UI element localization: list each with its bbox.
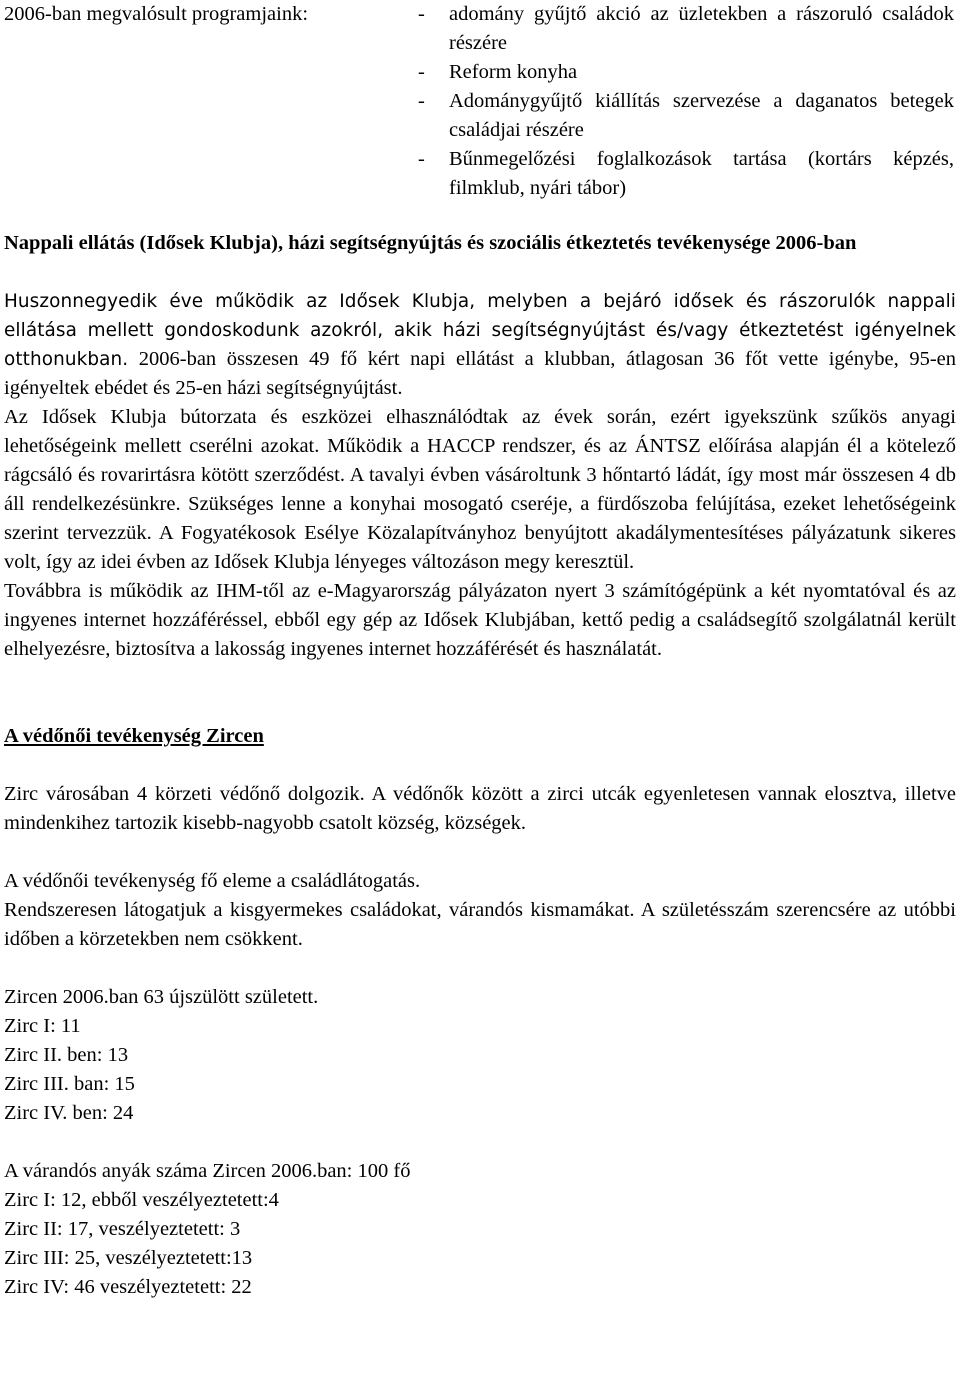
paragraph-day-care-intro — [4, 287, 956, 403]
paragraph-health-visitors: Zirc városában 4 körzeti védőnő dolgozik. A védőnők között a zirci utcák egyenletesen vannak elosztva, illetve mindenkihez tartozik kisebb-nagyobb csatolt község, községek. — [4, 783, 956, 834]
list-item-text: Reform konyha — [449, 61, 578, 83]
programs-label: 2006-ban megvalósult programjaink: — [4, 3, 309, 25]
list-item: Zirc I: 12, ebből veszélyeztetett:4 — [4, 1189, 279, 1211]
list-item: A várandós anyák száma Zircen 2006.ban: 100 fő — [4, 1160, 411, 1182]
list-item: - Adománygyűjtő kiállítás szervezése a daganatos betegek családjai részére — [418, 90, 954, 141]
list-item: - Bűnmegelőzési foglalkozások tartása (kortárs képzés, filmklub, nyári tábor) — [418, 148, 954, 199]
list-item: Zirc I: 11 — [4, 1015, 81, 1037]
list-item: - Reform konyha — [418, 61, 578, 83]
paragraph-visits: Rendszeresen látogatjuk a kisgyermekes családokat, várandós kismamákat. A születésszám szerencsére az utóbbi időben a körzetekben nem csökkent. — [4, 899, 956, 950]
list-item: Zirc IV: 46 veszélyeztetett: 22 — [4, 1276, 252, 1298]
births-list — [4, 983, 956, 1128]
paragraph-serif-text: 2006-ban összesen 49 fő kért napi ellátást a klubban, átlagosan 36 főt vette igénybe, 95-en igényeltek ebédet és 25-en házi segítségnyújtást. — [4, 348, 956, 399]
list-item: Zirc II. ben: 13 — [4, 1044, 129, 1066]
paragraph-club-equipment: Az Idősek Klubja bútorzata és eszközei elhasználódtak az évek során, ezért igyekszünk szűkös anyagi lehetőségeink mellett cserélni azokat. Működik a HACCP rendszer, és az ÁNTSZ előírása alapján él a kötelező rágcsáló és rovarirtásra kötött szerződést. A tavalyi évben vásároltunk 3 hőntartó ládát, így most már összesen 4 db áll rendelkezésünkre. Szükséges lenne a konyhai mosogató cseréje, a fürdőszoba felújítása, ezeket lehetőségeink szerint tervezzük. A Fogyatékosok Esélye Közalapítványhoz benyújtott akadálymentesítéses pályázatunk sikeres volt, így az idei évben az Idősek Klubja lényeges változáson megy keresztül. — [4, 406, 956, 573]
section-heading-day-care: Nappali ellátás (Idősek Klubja), házi segítségnyújtás és szociális étkeztetés tevékenysége 2006-ban — [4, 232, 857, 254]
list-item-text: adomány gyűjtő akció az üzletekben a rászoruló családok részére — [449, 3, 954, 54]
pregnant-list — [4, 1157, 956, 1302]
paragraph-computers: Továbbra is működik az IHM-től az e-Magyarország pályázaton nyert 3 számítógépünk a két nyomtatóval és az ingyenes internet hozzáféréssel, ebből egy gép az Idősek Klubjában, kettő pedig a családsegítő szolgálatnál került elhelyezésre, biztosítva a lakosság ingyenes internet hozzáférését és használatát. — [4, 580, 956, 660]
paragraph-main-activity: A védőnői tevékenység fő eleme a családlátogatás. — [4, 870, 421, 892]
section-heading-health-visitor: A védőnői tevékenység Zircen — [4, 725, 264, 747]
list-item: Zircen 2006.ban 63 újszülött született. — [4, 986, 319, 1008]
list-item: - adomány gyűjtő akció az üzletekben a rászoruló családok részére — [418, 3, 954, 54]
list-item: Zirc IV. ben: 24 — [4, 1102, 134, 1124]
list-item: Zirc II: 17, veszélyeztetett: 3 — [4, 1218, 241, 1240]
paragraph-sans-text: Huszonnegyedik éve működik az Idősek Klubja, melyben a bejáró idősek és rászorulók nappali ellátása mellett gondoskodunk azokról, akik házi segítségnyújtást és/vagy étkeztetést igényelnek otthonukban. — [4, 291, 956, 370]
programs-list — [418, 0, 954, 203]
list-item-text: Bűnmegelőzési foglalkozások tartása (kortárs képzés, filmklub, nyári tábor) — [449, 148, 954, 199]
list-item-text: Adománygyűjtő kiállítás szervezése a daganatos betegek családjai részére — [449, 90, 954, 141]
programs-block — [4, 0, 956, 203]
list-item: Zirc III: 25, veszélyeztetett:13 — [4, 1247, 253, 1269]
list-item: Zirc III. ban: 15 — [4, 1073, 135, 1095]
